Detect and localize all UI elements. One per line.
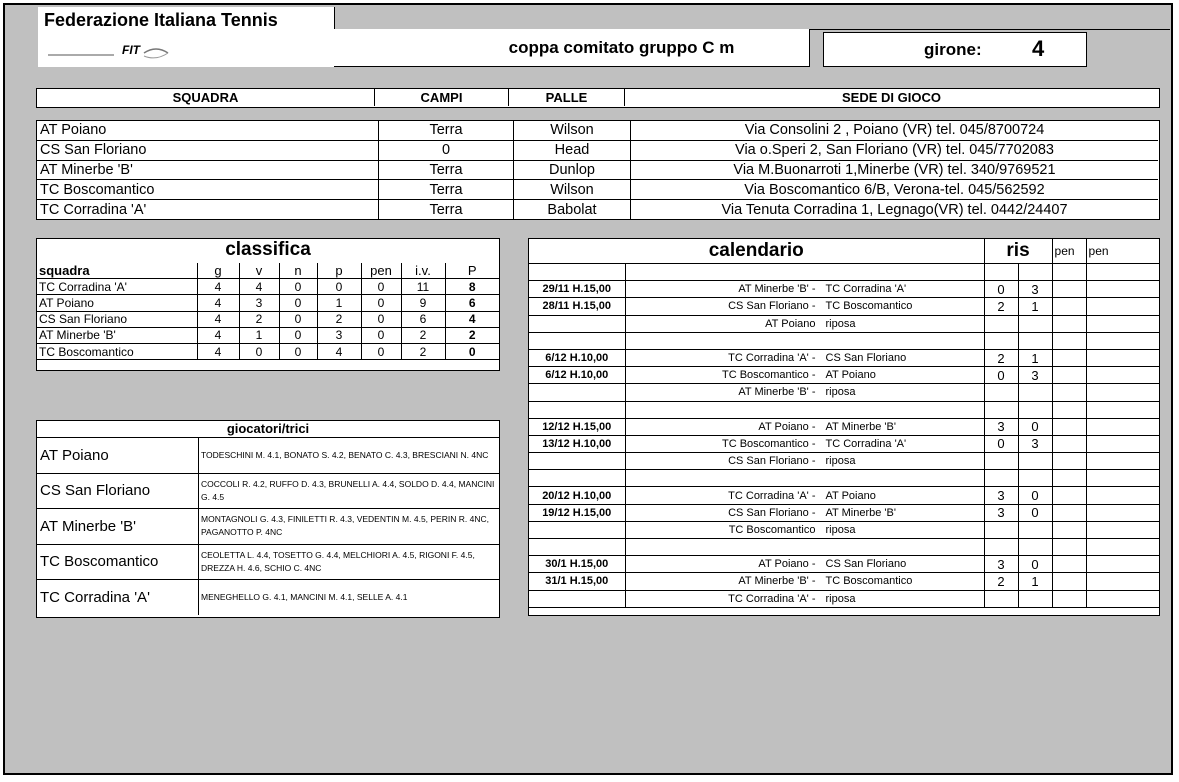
team-palle: Dunlop	[514, 160, 631, 180]
classifica-cell: 0	[317, 279, 361, 295]
match-home: AT Poiano -	[758, 420, 816, 433]
score-home	[984, 470, 1018, 487]
classifica-cell: 0	[445, 343, 499, 359]
classifica-cell: 0	[361, 279, 401, 295]
match-teams	[625, 418, 984, 435]
score-home: 3	[984, 556, 1018, 573]
pen-cell	[1086, 315, 1159, 332]
match-date: 20/12 H.10,00	[529, 487, 625, 504]
team-row	[37, 160, 1158, 180]
classifica-cell: 4	[239, 279, 279, 295]
calendario-row	[529, 556, 1159, 573]
classifica-cell: 9	[401, 295, 445, 311]
score-away: 3	[1018, 367, 1052, 384]
match-date	[529, 332, 625, 349]
pen-label-2: pen	[1086, 239, 1159, 264]
classifica-cell: 0	[279, 311, 317, 327]
classifica-col-header: pen	[361, 263, 401, 279]
match-date: 12/12 H.15,00	[529, 418, 625, 435]
pen-cell	[1052, 384, 1086, 401]
match-teams	[625, 401, 984, 418]
classifica-title: classifica	[225, 239, 311, 260]
giocatori-players: COCCOLI R. 4.2, RUFFO D. 4.3, BRUNELLI A. 4.4, SOLDO D. 4.4, MANCINI G. 4.5	[199, 473, 500, 509]
classifica-cell: 4	[317, 343, 361, 359]
calendario-row	[529, 298, 1159, 315]
giocatori-team: TC Boscomantico	[37, 544, 199, 580]
score-home: 0	[984, 435, 1018, 452]
classifica-cell: 2	[401, 327, 445, 343]
classifica-col-header: i.v.	[401, 263, 445, 279]
classifica-cell: 0	[279, 327, 317, 343]
classifica-cell: 4	[445, 311, 499, 327]
match-home: TC Boscomantico -	[721, 437, 816, 450]
classifica-cell: 4	[197, 295, 239, 311]
cup-title: coppa comitato gruppo C m	[334, 29, 810, 67]
giocatori-table	[37, 438, 499, 615]
giocatori-players: CEOLETTA L. 4.4, TOSETTO G. 4.4, MELCHIORI A. 4.5, RIGONI F. 4.5, DREZZA H. 4.6, SCHIO C. 4NC	[199, 544, 500, 580]
match-away: riposa	[825, 592, 856, 605]
classifica-cell: 6	[445, 295, 499, 311]
match-home: TC Boscomantico	[728, 523, 816, 536]
classifica-cell: 0	[279, 279, 317, 295]
team-sede: Via M.Buonarroti 1,Minerbe (VR) tel. 340/9769521	[631, 160, 1159, 180]
score-home: 0	[984, 281, 1018, 298]
pen-cell	[1052, 264, 1086, 281]
match-away: AT Minerbe 'B'	[825, 506, 896, 519]
girone-box	[823, 32, 1087, 67]
pen-cell	[1052, 556, 1086, 573]
match-date	[529, 539, 625, 556]
score-home: 2	[984, 349, 1018, 366]
pen-cell	[1086, 539, 1159, 556]
match-home: AT Minerbe 'B' -	[738, 575, 816, 588]
match-home: TC Boscomantico -	[721, 369, 816, 382]
classifica-table	[37, 263, 499, 360]
calendario-row	[529, 504, 1159, 521]
pen-cell	[1052, 367, 1086, 384]
giocatori-team: AT Minerbe 'B'	[37, 509, 199, 545]
teams-table	[36, 120, 1160, 220]
classifica-cell: 2	[445, 327, 499, 343]
pen-cell	[1086, 453, 1159, 470]
classifica-cell: 0	[279, 343, 317, 359]
team-row	[37, 200, 1158, 219]
pen-label-1: pen	[1052, 239, 1086, 264]
match-home: TC Corradina 'A' -	[728, 592, 816, 605]
giocatori-team: AT Poiano	[37, 438, 199, 473]
match-teams	[625, 281, 984, 298]
match-teams	[625, 367, 984, 384]
match-teams	[625, 453, 984, 470]
score-home	[984, 384, 1018, 401]
team-name: AT Minerbe 'B'	[37, 160, 379, 180]
pen-cell	[1086, 367, 1159, 384]
classifica-cell: 4	[197, 311, 239, 327]
match-teams	[625, 470, 984, 487]
pen-cell	[1052, 315, 1086, 332]
calendario-row	[529, 349, 1159, 366]
team-row	[37, 140, 1158, 160]
match-date: 28/11 H.15,00	[529, 298, 625, 315]
score-home	[984, 453, 1018, 470]
col-palle: PALLE	[509, 89, 625, 106]
classifica-row	[37, 327, 499, 343]
classifica-cell: 11	[401, 279, 445, 295]
classifica-col-header: n	[279, 263, 317, 279]
calendario-panel	[528, 238, 1160, 616]
match-away: TC Boscomantico	[825, 575, 913, 588]
team-sede: Via o.Speri 2, San Floriano (VR) tel. 045/7702083	[631, 140, 1159, 160]
giocatori-row	[37, 544, 499, 580]
giocatori-players: MENEGHELLO G. 4.1, MANCINI M. 4.1, SELLE A. 4.1	[201, 591, 408, 602]
classifica-row	[37, 279, 499, 295]
girone-label: girone:	[924, 40, 982, 59]
classifica-col-header: p	[317, 263, 361, 279]
teams-column-headers	[36, 88, 1160, 108]
team-name: TC Corradina 'A'	[37, 200, 379, 219]
match-date	[529, 590, 625, 607]
calendario-row	[529, 453, 1159, 470]
pen-cell	[1052, 349, 1086, 366]
score-away	[1018, 315, 1052, 332]
classifica-team: AT Poiano	[37, 295, 197, 311]
classifica-panel	[36, 238, 500, 371]
classifica-cell: 2	[317, 311, 361, 327]
header-block	[38, 7, 335, 67]
calendario-row	[529, 435, 1159, 452]
giocatori-row	[37, 473, 499, 509]
classifica-header-row	[37, 263, 499, 279]
match-away: CS San Floriano	[825, 558, 907, 571]
match-teams	[625, 521, 984, 538]
classifica-cell: 0	[361, 295, 401, 311]
score-away: 0	[1018, 487, 1052, 504]
match-away: riposa	[825, 455, 856, 468]
match-home: AT Minerbe 'B' -	[738, 283, 816, 296]
match-home: CS San Floriano -	[728, 300, 816, 313]
score-away: 0	[1018, 418, 1052, 435]
giocatori-row	[37, 580, 499, 615]
score-away	[1018, 539, 1052, 556]
match-teams	[625, 556, 984, 573]
classifica-col-header: P	[445, 263, 499, 279]
match-date: 6/12 H.10,00	[529, 367, 625, 384]
team-campi: Terra	[379, 160, 514, 180]
classifica-cell: 4	[197, 279, 239, 295]
classifica-team: TC Boscomantico	[37, 343, 197, 359]
col-sede: SEDE DI GIOCO	[842, 90, 941, 105]
match-away: TC Corradina 'A'	[825, 283, 907, 296]
calendario-row	[529, 573, 1159, 590]
score-home	[984, 264, 1018, 281]
pen-cell	[1052, 470, 1086, 487]
calendario-row	[529, 539, 1159, 556]
classifica-cell: 0	[361, 311, 401, 327]
calendario-row	[529, 384, 1159, 401]
pen-cell	[1052, 332, 1086, 349]
match-teams	[625, 298, 984, 315]
classifica-cell: 6	[401, 311, 445, 327]
ris-label: ris	[984, 239, 1052, 264]
classifica-row	[37, 295, 499, 311]
match-teams	[625, 487, 984, 504]
match-date	[529, 384, 625, 401]
team-name: TC Boscomantico	[37, 180, 379, 200]
pen-cell	[1052, 573, 1086, 590]
score-away: 1	[1018, 298, 1052, 315]
match-date: 6/12 H.10,00	[529, 349, 625, 366]
classifica-cell: 0	[361, 327, 401, 343]
match-date	[529, 264, 625, 281]
team-sede: Via Consolini 2 , Poiano (VR) tel. 045/8700724	[631, 121, 1159, 140]
match-teams	[625, 504, 984, 521]
calendario-row	[529, 401, 1159, 418]
classifica-cell: 4	[197, 343, 239, 359]
match-away: AT Poiano	[825, 489, 876, 502]
calendario-row	[529, 281, 1159, 298]
calendario-header-row	[529, 239, 1159, 264]
team-campi: 0	[379, 140, 514, 160]
pen-cell	[1052, 281, 1086, 298]
match-away: AT Minerbe 'B'	[825, 420, 896, 433]
score-home: 3	[984, 487, 1018, 504]
match-home: TC Corradina 'A' -	[728, 489, 816, 502]
team-campi: Terra	[379, 180, 514, 200]
fit-logo	[44, 39, 174, 63]
match-away: TC Corradina 'A'	[825, 437, 907, 450]
match-date: 31/1 H.15,00	[529, 573, 625, 590]
team-palle: Wilson	[514, 180, 631, 200]
match-away: AT Poiano	[825, 369, 876, 382]
score-away: 3	[1018, 281, 1052, 298]
score-home	[984, 332, 1018, 349]
pen-cell	[1086, 556, 1159, 573]
score-home	[984, 590, 1018, 607]
giocatori-players: TODESCHINI M. 4.1, BONATO S. 4.2, BENATO C. 4.3, BRESCIANI N. 4NC	[199, 438, 500, 473]
pen-cell	[1052, 453, 1086, 470]
match-teams	[625, 435, 984, 452]
team-sede: Via Tenuta Corradina 1, Legnago(VR) tel. 0442/24407	[721, 201, 1068, 218]
score-home: 3	[984, 504, 1018, 521]
calendario-row	[529, 332, 1159, 349]
pen-cell	[1086, 264, 1159, 281]
match-teams	[625, 332, 984, 349]
classifica-cell: 0	[239, 343, 279, 359]
match-date: 29/11 H.15,00	[529, 281, 625, 298]
score-away: 0	[1018, 504, 1052, 521]
classifica-cell: 1	[239, 327, 279, 343]
score-away: 1	[1018, 573, 1052, 590]
giocatori-row	[37, 509, 499, 545]
calendario-row	[529, 590, 1159, 607]
pen-cell	[1052, 487, 1086, 504]
giocatori-title: giocatori/trici	[37, 421, 499, 438]
girone-value: 4	[1032, 36, 1045, 61]
pen-cell	[1052, 590, 1086, 607]
team-name: AT Poiano	[37, 121, 379, 140]
score-away	[1018, 590, 1052, 607]
classifica-cell: 3	[239, 295, 279, 311]
score-away	[1018, 384, 1052, 401]
col-campi: CAMPI	[375, 89, 509, 106]
classifica-cell: 0	[361, 343, 401, 359]
pen-cell	[1086, 384, 1159, 401]
pen-cell	[1052, 521, 1086, 538]
classifica-cell: 8	[445, 279, 499, 295]
pen-cell	[1086, 573, 1159, 590]
team-name: CS San Floriano	[37, 140, 379, 160]
match-date	[529, 315, 625, 332]
match-teams	[625, 315, 984, 332]
team-campi: Terra	[379, 200, 514, 219]
classifica-cell: 0	[279, 295, 317, 311]
classifica-cell: 3	[317, 327, 361, 343]
classifica-cell: 2	[239, 311, 279, 327]
match-away: riposa	[825, 317, 856, 330]
match-date	[529, 470, 625, 487]
match-home: AT Poiano -	[758, 558, 816, 571]
team-row	[37, 180, 1158, 200]
score-home	[984, 315, 1018, 332]
calendario-table	[529, 239, 1159, 608]
score-home: 2	[984, 298, 1018, 315]
pen-cell	[1086, 281, 1159, 298]
classifica-team: AT Minerbe 'B'	[37, 327, 197, 343]
match-home: TC Corradina 'A' -	[728, 352, 816, 365]
score-home: 2	[984, 573, 1018, 590]
match-teams	[625, 590, 984, 607]
score-away	[1018, 332, 1052, 349]
calendario-row	[529, 367, 1159, 384]
classifica-col-header: g	[197, 263, 239, 279]
team-palle: Head	[514, 140, 631, 160]
sheet	[3, 3, 1173, 775]
match-away: riposa	[825, 386, 856, 399]
team-palle: Wilson	[514, 121, 631, 140]
giocatori-panel	[36, 420, 500, 618]
match-home: CS San Floriano -	[728, 506, 816, 519]
calendario-row	[529, 470, 1159, 487]
match-home: AT Minerbe 'B' -	[738, 386, 816, 399]
classifica-col-header: squadra	[37, 263, 197, 279]
team-palle: Babolat	[514, 200, 631, 219]
match-teams	[625, 573, 984, 590]
score-away: 1	[1018, 349, 1052, 366]
calendario-row	[529, 315, 1159, 332]
team-sede: Via Boscomantico 6/B, Verona-tel. 045/562592	[631, 180, 1159, 200]
header-tab-line	[334, 7, 1170, 30]
classifica-cell: 2	[401, 343, 445, 359]
score-away	[1018, 264, 1052, 281]
logo-text: FIT	[122, 43, 140, 57]
pen-cell	[1086, 349, 1159, 366]
match-away: CS San Floriano	[825, 352, 907, 365]
pen-cell	[1052, 298, 1086, 315]
match-teams	[625, 349, 984, 366]
giocatori-players: MONTAGNOLI G. 4.3, FINILETTI R. 4.3, VEDENTIN M. 4.5, PERIN R. 4NC, PAGANOTTO P. 4NC	[199, 509, 500, 545]
score-away	[1018, 401, 1052, 418]
pen-cell	[1052, 435, 1086, 452]
pen-cell	[1086, 521, 1159, 538]
col-squadra: SQUADRA	[37, 89, 375, 106]
match-date: 13/12 H.10,00	[529, 435, 625, 452]
classifica-col-header: v	[239, 263, 279, 279]
match-date	[529, 453, 625, 470]
match-date	[529, 401, 625, 418]
classifica-cell: 4	[197, 327, 239, 343]
pen-cell	[1086, 418, 1159, 435]
giocatori-team: CS San Floriano	[37, 473, 199, 509]
classifica-team: TC Corradina 'A'	[37, 279, 197, 295]
pen-cell	[1086, 487, 1159, 504]
pen-cell	[1086, 332, 1159, 349]
match-teams	[625, 539, 984, 556]
calendario-row	[529, 418, 1159, 435]
pen-cell	[1052, 401, 1086, 418]
team-row	[37, 121, 1158, 140]
calendario-row	[529, 521, 1159, 538]
score-away	[1018, 453, 1052, 470]
team-campi: Terra	[379, 121, 514, 140]
score-home: 0	[984, 367, 1018, 384]
match-home: AT Poiano	[765, 317, 816, 330]
score-home: 3	[984, 418, 1018, 435]
pen-cell	[1052, 504, 1086, 521]
pen-cell	[1086, 435, 1159, 452]
classifica-team: CS San Floriano	[37, 311, 197, 327]
calendario-row	[529, 487, 1159, 504]
score-home	[984, 521, 1018, 538]
classifica-cell: 1	[317, 295, 361, 311]
score-away	[1018, 521, 1052, 538]
score-home	[984, 539, 1018, 556]
score-home	[984, 401, 1018, 418]
org-title: Federazione Italiana Tennis	[44, 10, 278, 30]
score-away	[1018, 470, 1052, 487]
match-home: CS San Floriano -	[728, 455, 816, 468]
giocatori-row	[37, 438, 499, 473]
match-away: riposa	[825, 523, 856, 536]
pen-cell	[1052, 418, 1086, 435]
pen-cell	[1086, 401, 1159, 418]
score-away: 0	[1018, 556, 1052, 573]
match-date: 19/12 H.15,00	[529, 504, 625, 521]
match-date	[529, 521, 625, 538]
match-away: TC Boscomantico	[825, 300, 913, 313]
calendario-row	[529, 264, 1159, 281]
match-date: 30/1 H.15,00	[529, 556, 625, 573]
giocatori-team: TC Corradina 'A'	[37, 580, 199, 615]
match-teams	[625, 384, 984, 401]
classifica-row	[37, 343, 499, 359]
pen-cell	[1086, 298, 1159, 315]
score-away: 3	[1018, 435, 1052, 452]
pen-cell	[1086, 504, 1159, 521]
pen-cell	[1086, 470, 1159, 487]
calendario-title: calendario	[529, 239, 984, 264]
pen-cell	[1052, 539, 1086, 556]
classifica-row	[37, 311, 499, 327]
match-teams	[625, 264, 984, 281]
pen-cell	[1086, 590, 1159, 607]
